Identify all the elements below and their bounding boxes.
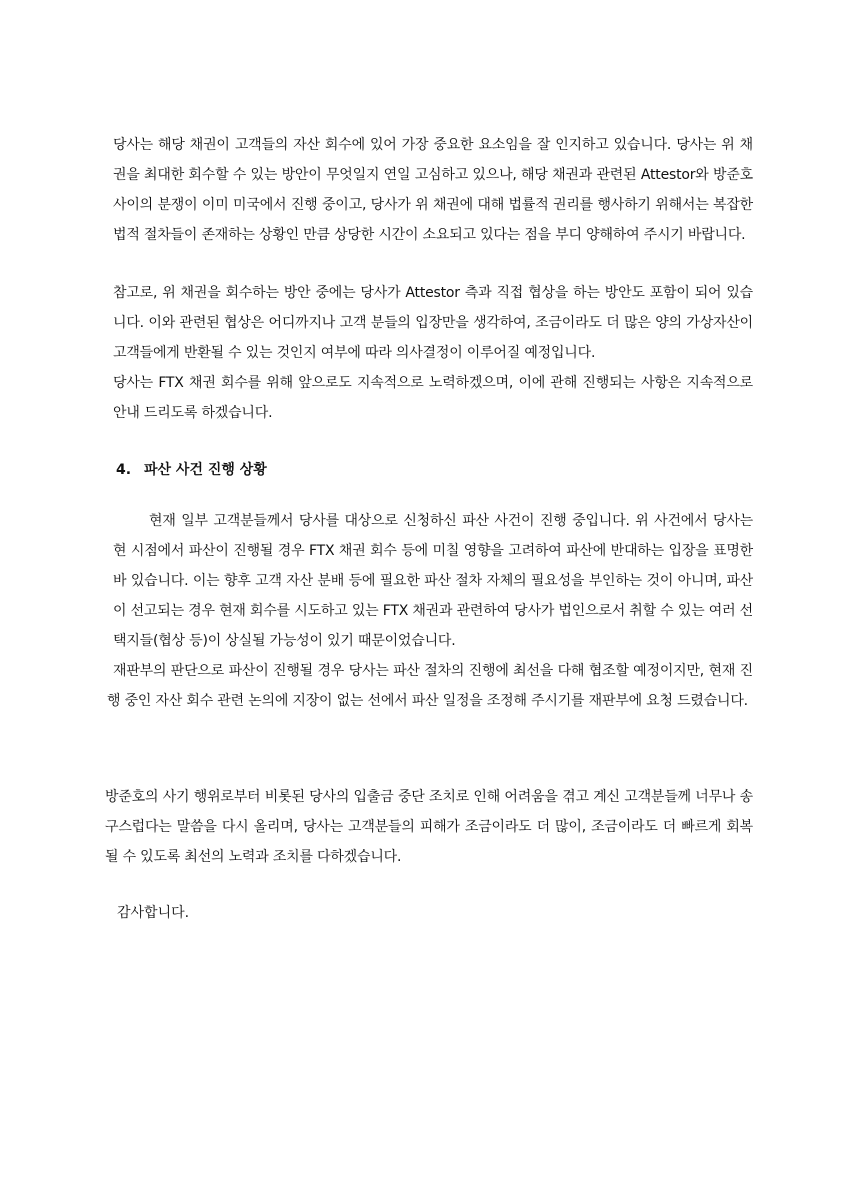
- section-number: 4.: [116, 462, 132, 478]
- paragraph-attestor-negotiation: 참고로, 위 채권을 회수하는 방안 중에는 당사가 Attestor 측과 직접 협상을 하는 방안도 포함이 되어 있습니다. 이와 관련된 협상은 어디까지나 고객 분들의 입장만을 생각하여, 조금이라도 더 많은 양의 가상자산이 고객들에게 반환될 수 있는 것인지 여부에 따라 의사결정이 이루어질 예정입니다.: [113, 285, 753, 361]
- paragraph-apology: 방준호의 사기 행위로부터 비롯된 당사의 입출금 중단 조치로 인해 어려움을 겪고 계신 고객분들께 너무나 송구스럽다는 말씀을 다시 올리며, 당사는 고객분들의 피해가 조금이라도 더 많이, 조금이라도 더 빠르게 회복될 수 있도록 최선의 노력과 조치를 다하겠습니다.: [105, 789, 753, 865]
- paragraph-bankruptcy-case: 현재 일부 고객분들께서 당사를 대상으로 신청하신 파산 사건이 진행 중입니다. 위 사건에서 당사는 현 시점에서 파산이 진행될 경우 FTX 채권 회수 등에 미칠 영향을 고려하여 파산에 반대하는 입장을 표명한 바 있습니다. 이는 향후 고객 자산 분배 등에 필요한 파산 절차 자체의 필요성을 부인하는 것이 아니며, 파산이 선고되는 경우 현재 회수를 시도하고 있는 FTX 채권과 관련하여 당사가 법인으로서 취할 수 있는 여러 선택지들(협상 등)이 상실될 가능성이 있기 때문이었습니다.: [113, 513, 753, 649]
- paragraph-ftx-claim-importance: 당사는 해당 채권이 고객들의 자산 회수에 있어 가장 중요한 요소임을 잘 인지하고 있습니다. 당사는 위 채권을 최대한 회수할 수 있는 방안이 무엇일지 연일 고심하고 있으나, 해당 채권과 관련된 Attestor와 방준호 사이의 분쟁이 이미 미국에서 진행 중이고, 당사가 위 채권에 대해 법률적 권리를 행사하기 위해서는 복잡한 법적 절차들이 존재하는 상황인 만큼 상당한 시간이 소요되고 있다는 점을 부디 양해하여 주시기 바랍니다.: [113, 137, 753, 243]
- section-title: 파산 사건 진행 상황: [144, 462, 267, 478]
- paragraph-ongoing-efforts: 당사는 FTX 채권 회수를 위해 앞으로도 지속적으로 노력하겠으며, 이에 관해 진행되는 사항은 지속적으로 안내 드리도록 하겠습니다.: [113, 375, 753, 421]
- section-heading: [116, 458, 267, 482]
- paragraph-court-cooperation: 재판부의 판단으로 파산이 진행될 경우 당사는 파산 절차의 진행에 최선을 다해 협조할 예정이지만, 현재 진행 중인 자산 회수 관련 논의에 지장이 없는 선에서 파산 일정을 조정해 주시기를 재판부에 요청 드렸습니다.: [107, 663, 753, 709]
- closing-thanks: 감사합니다.: [117, 905, 190, 921]
